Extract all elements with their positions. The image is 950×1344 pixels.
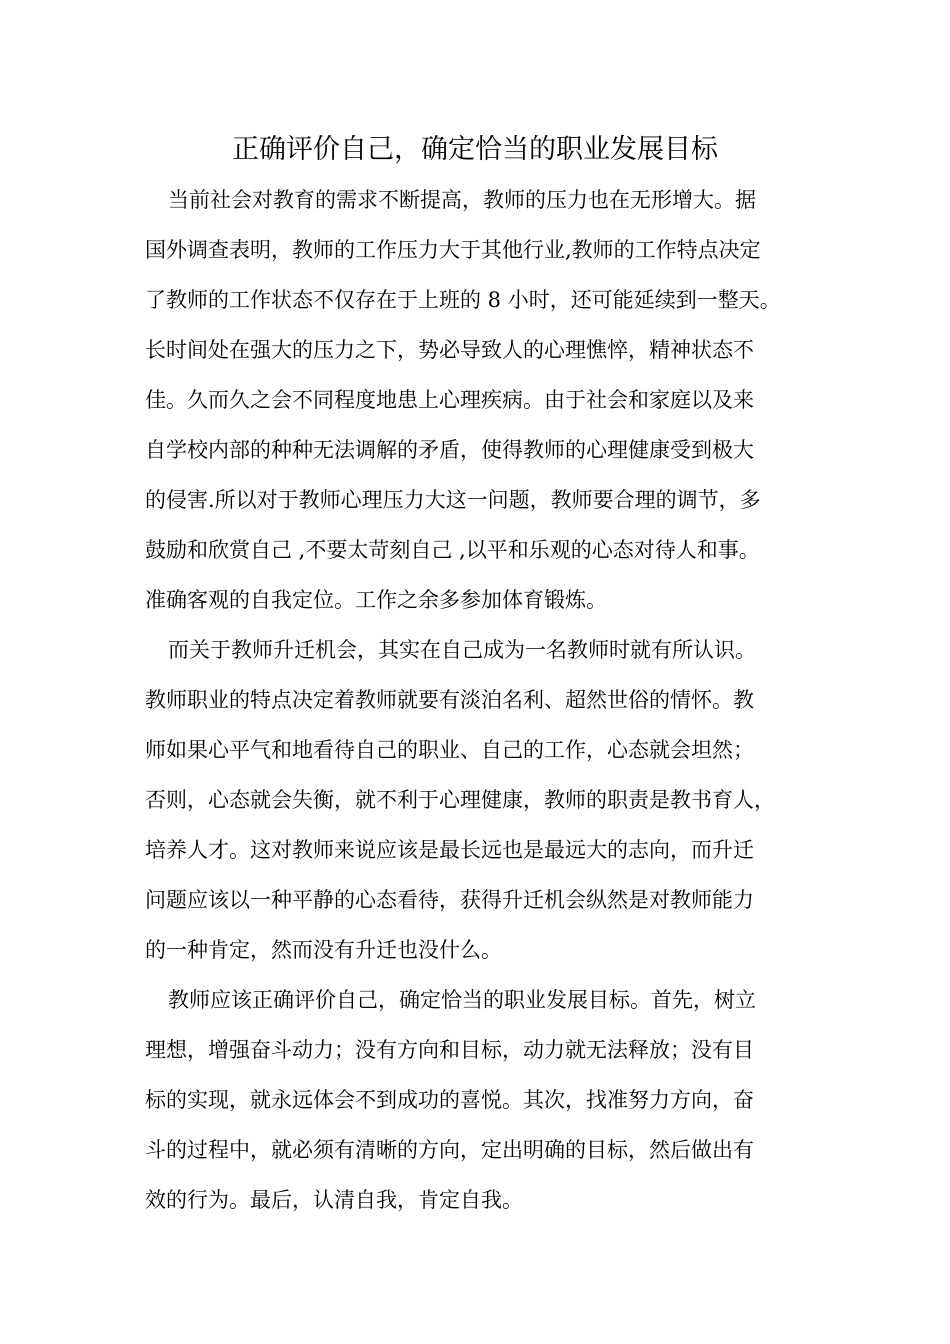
paragraph-2-line-1: 而关于教师升迁机会，其实在自己成为一名教师时就有所认识。 (168, 638, 756, 662)
paragraph-2-line-2: 教师职业的特点决定着教师就要有淡泊名利、超然世俗的情怀。教 (145, 688, 754, 712)
paragraph-3-line-2: 理想，增强奋斗动力；没有方向和目标，动力就无法释放；没有目 (145, 1038, 754, 1062)
paragraph-1-line-1: 当前社会对教育的需求不断提高，教师的压力也在无形增大。据 (168, 188, 756, 212)
document-title: 正确评价自己，确定恰当的职业发展目标 (232, 134, 718, 165)
paragraph-1-line-7: 的侵害.所以对于教师心理压力大这一问题，教师要合理的调节，多 (145, 488, 761, 512)
paragraph-1-line-4: 长时间处在强大的压力之下，势必导致人的心理憔悴，精神状态不 (145, 338, 754, 362)
paragraph-2-line-7: 的一种肯定，然而没有升迁也没什么。 (145, 938, 502, 962)
paragraph-1-line-3: 了教师的工作状态不仅存在于上班的 8 小时，还可能延续到一整天。 (145, 288, 781, 312)
paragraph-1-line-6: 自学校内部的种种无法调解的矛盾，使得教师的心理健康受到极大 (145, 438, 754, 462)
paragraph-2-line-4: 否则，心态就会失衡，就不利于心理健康，教师的职责是教书育人， (145, 788, 775, 812)
paragraph-1-line-5: 佳。久而久之会不同程度地患上心理疾病。由于社会和家庭以及来 (145, 388, 754, 412)
paragraph-1-line-9: 准确客观的自我定位。工作之余多参加体育锻炼。 (145, 588, 607, 612)
paragraph-2-line-5: 培养人才。这对教师来说应该是最长远也是最远大的志向，而升迁 (145, 838, 754, 862)
paragraph-3-line-5: 效的行为。最后，认清自我，肯定自我。 (145, 1188, 523, 1212)
paragraph-3-line-1: 教师应该正确评价自己，确定恰当的职业发展目标。首先，树立 (168, 988, 756, 1012)
paragraph-2-line-3: 师如果心平气和地看待自己的职业、自己的工作，心态就会坦然； (145, 738, 754, 762)
paragraph-3-line-4: 斗的过程中，就必须有清晰的方向，定出明确的目标，然后做出有 (145, 1138, 754, 1162)
paragraph-1-line-2: 国外调查表明，教师的工作压力大于其他行业,教师的工作特点决定 (145, 238, 761, 262)
paragraph-2-line-6: 问题应该以一种平静的心态看待，获得升迁机会纵然是对教师能力 (145, 888, 754, 912)
paragraph-3-line-3: 标的实现，就永远体会不到成功的喜悦。其次，找准努力方向，奋 (145, 1088, 754, 1112)
paragraph-1-line-8: 鼓励和欣赏自己 ,不要太苛刻自己 ,以平和乐观的心态对待人和事。 (145, 538, 760, 562)
